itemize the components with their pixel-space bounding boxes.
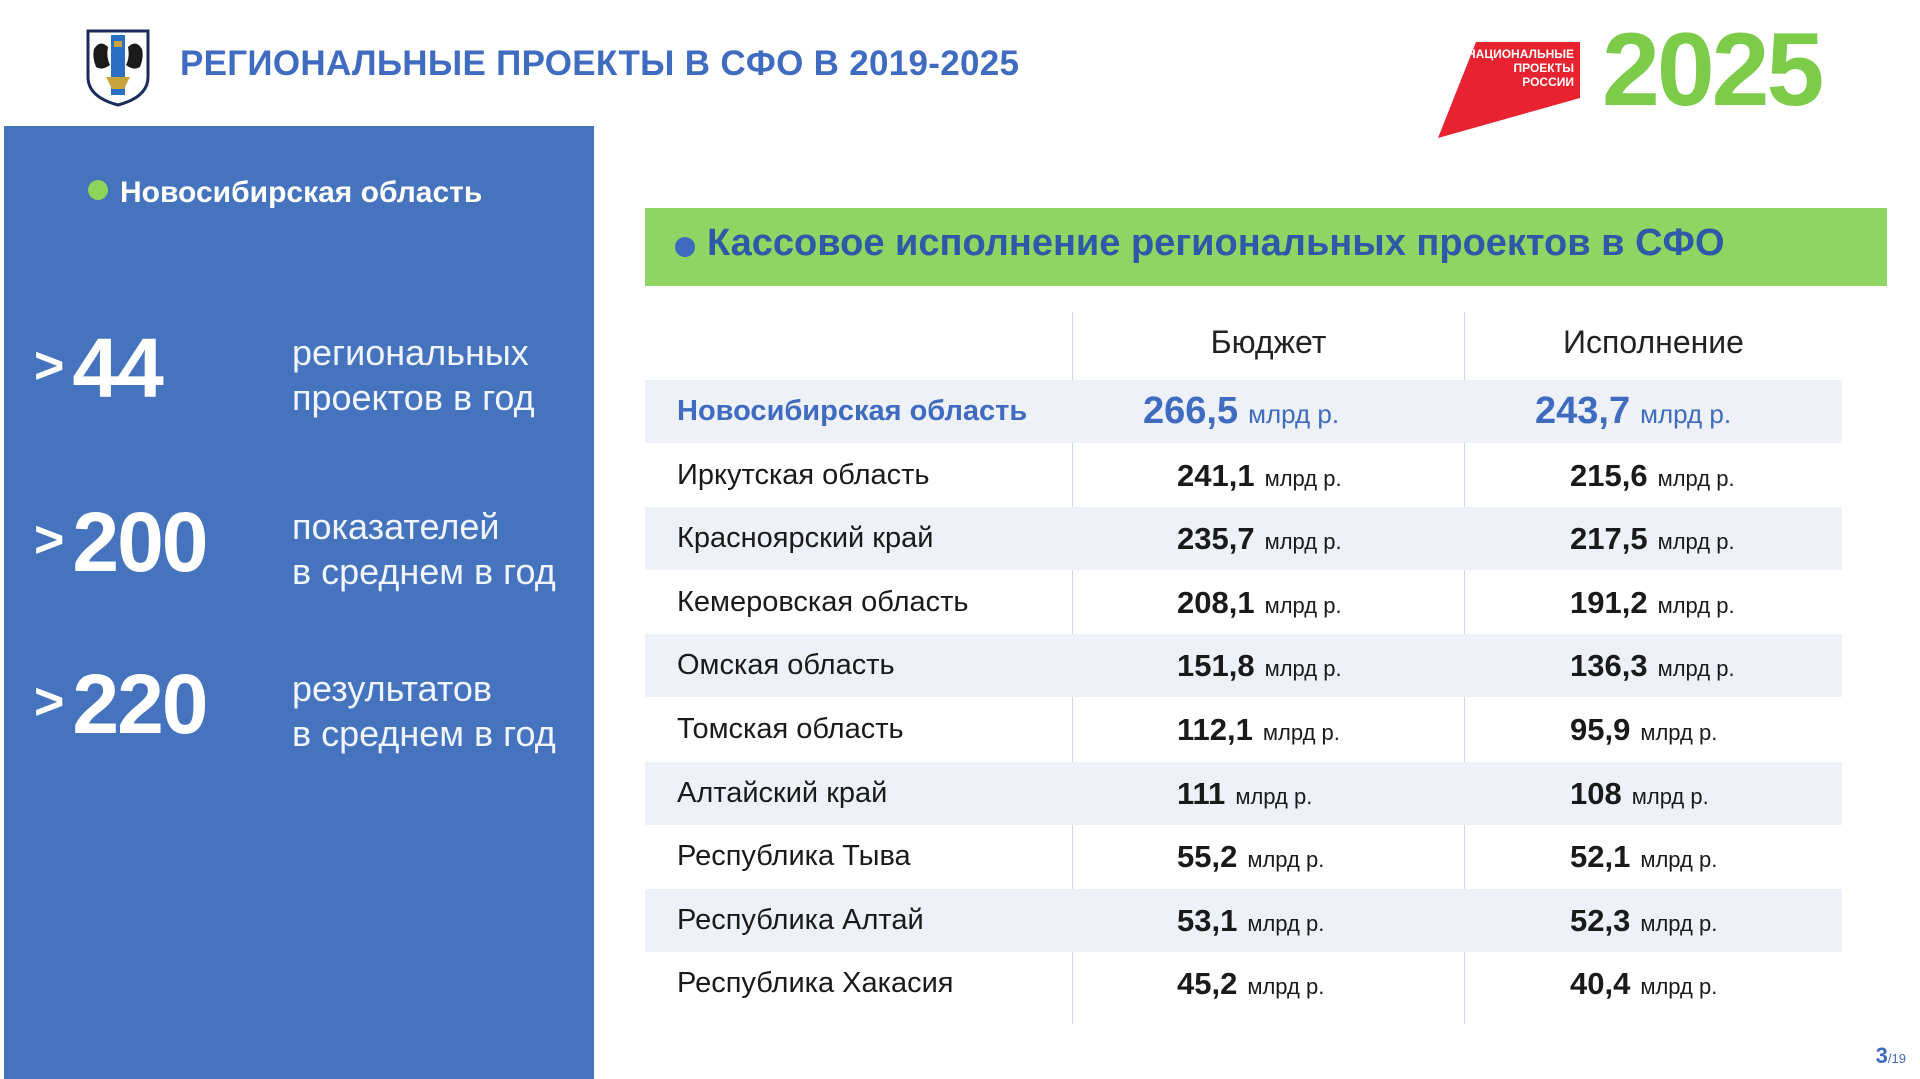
execution-value: 52,1 млрд р. bbox=[1570, 839, 1718, 875]
national-projects-logo bbox=[1438, 38, 1580, 140]
bullet-dot-icon bbox=[88, 180, 108, 200]
execution-value: 95,9 млрд р. bbox=[1570, 712, 1718, 747]
region-coat-of-arms-icon bbox=[84, 27, 152, 107]
svg-text:ПРОЕКТЫ: ПРОЕКТЫ bbox=[1513, 61, 1574, 75]
stat-indicators bbox=[34, 495, 594, 600]
budget-value: 208,1 млрд р. bbox=[1177, 584, 1342, 620]
budget-value: 53,1 млрд р. bbox=[1177, 902, 1325, 938]
table-row bbox=[645, 952, 1842, 1015]
stat-projects bbox=[34, 321, 594, 426]
region-name: Республика Хакасия bbox=[677, 967, 954, 1000]
table-title-banner: Кассовое исполнение региональных проектов в СФО bbox=[645, 208, 1887, 286]
execution-value: 108 млрд р. bbox=[1570, 775, 1709, 811]
budget-value: 266,5 млрд р. bbox=[1143, 390, 1340, 432]
execution-value: 40,4 млрд р. bbox=[1570, 966, 1718, 1002]
execution-value: 191,2 млрд р. bbox=[1570, 584, 1735, 620]
execution-value: 136,3 млрд р. bbox=[1570, 648, 1735, 684]
budget-value: 45,2 млрд р. bbox=[1177, 966, 1325, 1002]
budget-value: 111 млрд р. bbox=[1177, 775, 1313, 811]
stat-value: >200 bbox=[34, 495, 207, 589]
budget-value: 55,2 млрд р. bbox=[1177, 839, 1325, 875]
budget-value: 151,8 млрд р. bbox=[1177, 648, 1342, 684]
execution-value: 215,6 млрд р. bbox=[1570, 457, 1735, 493]
budget-value: 241,1 млрд р. bbox=[1177, 457, 1342, 493]
table-row bbox=[645, 444, 1842, 507]
year-label: 2025 bbox=[1602, 12, 1822, 128]
execution-value: 217,5 млрд р. bbox=[1570, 521, 1735, 557]
region-name: Омская область bbox=[677, 649, 895, 682]
region-label: Новосибирская область bbox=[88, 176, 482, 210]
svg-text:РОССИИ: РОССИИ bbox=[1522, 75, 1574, 89]
table-row bbox=[645, 571, 1842, 634]
svg-text:НАЦИОНАЛЬНЫЕ: НАЦИОНАЛЬНЫЕ bbox=[1467, 47, 1574, 61]
region-name: Кемеровская область bbox=[677, 585, 969, 618]
page-number: 3/19 bbox=[1875, 1043, 1906, 1068]
column-header-execution: Исполнение bbox=[1563, 324, 1744, 360]
stat-description: показателей в среднем в год bbox=[292, 506, 556, 592]
region-name: Алтайский край bbox=[677, 776, 888, 809]
page-title: РЕГИОНАЛЬНЫЕ ПРОЕКТЫ В СФО В 2019-2025 bbox=[180, 44, 1020, 83]
column-header-budget: Бюджет bbox=[1210, 324, 1327, 360]
stat-value: >44 bbox=[34, 321, 162, 415]
stat-description: региональных проектов в год bbox=[292, 332, 535, 418]
region-name: Красноярский край bbox=[677, 522, 934, 555]
table-row bbox=[645, 380, 1842, 443]
region-name: Новосибирская область bbox=[677, 395, 1028, 427]
budget-value: 235,7 млрд р. bbox=[1177, 521, 1342, 557]
table-row bbox=[645, 762, 1842, 825]
left-summary-panel bbox=[4, 126, 594, 1079]
table-row bbox=[645, 889, 1842, 952]
budget-value: 112,1 млрд р. bbox=[1177, 712, 1340, 747]
stat-value: >220 bbox=[34, 657, 207, 751]
table-row bbox=[645, 634, 1842, 697]
table-row bbox=[645, 825, 1842, 888]
region-name: Республика Алтай bbox=[677, 903, 924, 936]
table-row bbox=[645, 698, 1842, 761]
stat-description: результатов в среднем в год bbox=[292, 668, 556, 754]
execution-value: 52,3 млрд р. bbox=[1570, 902, 1718, 938]
region-name: Иркутская область bbox=[677, 458, 930, 491]
stat-results bbox=[34, 657, 594, 762]
execution-value: 243,7 млрд р. bbox=[1535, 390, 1732, 432]
table-row bbox=[645, 507, 1842, 570]
region-name: Республика Тыва bbox=[677, 840, 911, 873]
bullet-dot-icon bbox=[675, 237, 695, 257]
region-name: Томская область bbox=[677, 713, 904, 745]
